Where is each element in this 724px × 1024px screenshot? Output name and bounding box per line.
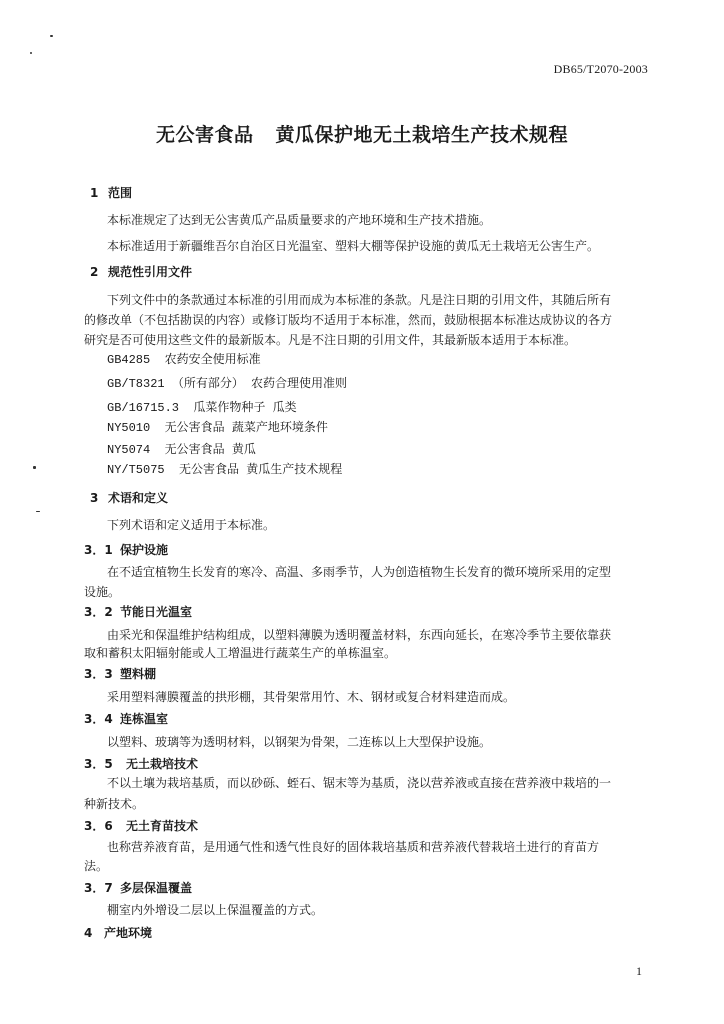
scan-speck [50, 35, 53, 37]
reference-item: NY5074 无公害食品 黄瓜 [107, 443, 256, 457]
term-3-5-text: 种新技术。 [84, 797, 145, 811]
section-1-paragraph-2: 本标准适用于新疆维吾尔自治区日光温室、塑料大棚等保护设施的黄瓜无土栽培无公害生产。 [107, 239, 600, 253]
term-3-1-heading: 3．1 保护设施 [84, 543, 169, 557]
term-3-6-heading: 3．6 无土育苗技术 [84, 819, 199, 833]
section-2-paragraph-line: 的修改单（不包括勘误的内容）或修订版均不适用于本标准，然而，鼓励根据本标准达成协议的各方 [84, 313, 613, 327]
term-3-6-text: 法。 [84, 859, 109, 873]
term-3-1-text: 在不适宜植物生长发育的寒冷、高温、多雨季节，人为创造植物生长发育的微环境所采用的定型 [107, 565, 612, 579]
scan-speck [30, 52, 32, 54]
section-3-heading: 3 术语和定义 [90, 491, 169, 505]
reference-item: NY/T5075 无公害食品 黄瓜生产技术规程 [107, 463, 343, 477]
term-3-4-heading: 3．4 连栋温室 [84, 712, 169, 726]
reference-item: GB4285 农药安全使用标准 [107, 353, 261, 367]
term-3-7-heading: 3．7 多层保温覆盖 [84, 881, 193, 895]
section-2-paragraph-line: 下列文件中的条款通过本标准的引用而成为本标准的条款。凡是注日期的引用文件，其随后所有 [107, 293, 612, 307]
reference-item: GB/T8321 （所有部分） 农药合理使用准则 [107, 377, 348, 391]
term-3-2-text: 由采光和保温维护结构组成，以塑料薄膜为透明覆盖材料，东西向延长，在寒冷季节主要依靠获 [107, 628, 612, 642]
section-1-heading: 1 范围 [90, 186, 133, 200]
reference-item: NY5010 无公害食品 蔬菜产地环境条件 [107, 421, 328, 435]
term-3-3-text: 采用塑料薄膜覆盖的拱形棚，其骨架常用竹、木、钢材或复合材料建造而成。 [107, 690, 516, 704]
section-4-heading: 4 产地环境 [84, 926, 153, 940]
page-number: 1 [636, 964, 642, 978]
scan-speck [36, 511, 40, 512]
term-3-6-text: 也称营养液育苗，是用通气性和透气性良好的固体栽培基质和营养液代替栽培土进行的育苗方 [107, 840, 600, 854]
scan-speck [33, 466, 36, 469]
section-3-intro: 下列术语和定义适用于本标准。 [107, 518, 276, 532]
reference-item: GB/16715.3 瓜菜作物种子 瓜类 [107, 401, 297, 415]
title-part-2: 黄瓜保护地无土栽培生产技术规程 [275, 124, 569, 146]
section-2-paragraph-line: 研究是否可使用这些文件的最新版本。凡是不注日期的引用文件，其最新版本适用于本标准。 [84, 333, 577, 347]
standard-code: DB65/T2070-2003 [553, 62, 648, 76]
term-3-3-heading: 3．3 塑料棚 [84, 667, 157, 681]
document-title [0, 120, 724, 147]
term-3-2-text: 取和蓄积太阳辐射能或人工增温进行蔬菜生产的单栋温室。 [84, 646, 397, 660]
term-3-7-text: 棚室内外增设二层以上保温覆盖的方式。 [107, 903, 324, 917]
term-3-5-heading: 3．5 无土栽培技术 [84, 757, 199, 771]
section-1-paragraph-1: 本标准规定了达到无公害黄瓜产品质量要求的产地环境和生产技术措施。 [107, 213, 492, 227]
term-3-4-text: 以塑料、玻璃等为透明材料，以钢架为骨架，二连栋以上大型保护设施。 [107, 735, 492, 749]
term-3-1-text: 设施。 [84, 585, 121, 599]
title-part-1: 无公害食品 [155, 124, 254, 146]
term-3-5-text: 不以土壤为栽培基质，而以砂砾、蛭石、锯末等为基质，浇以营养液或直接在营养液中栽培的一 [107, 776, 612, 790]
section-2-heading: 2 规范性引用文件 [90, 265, 193, 279]
term-3-2-heading: 3．2 节能日光温室 [84, 605, 193, 619]
